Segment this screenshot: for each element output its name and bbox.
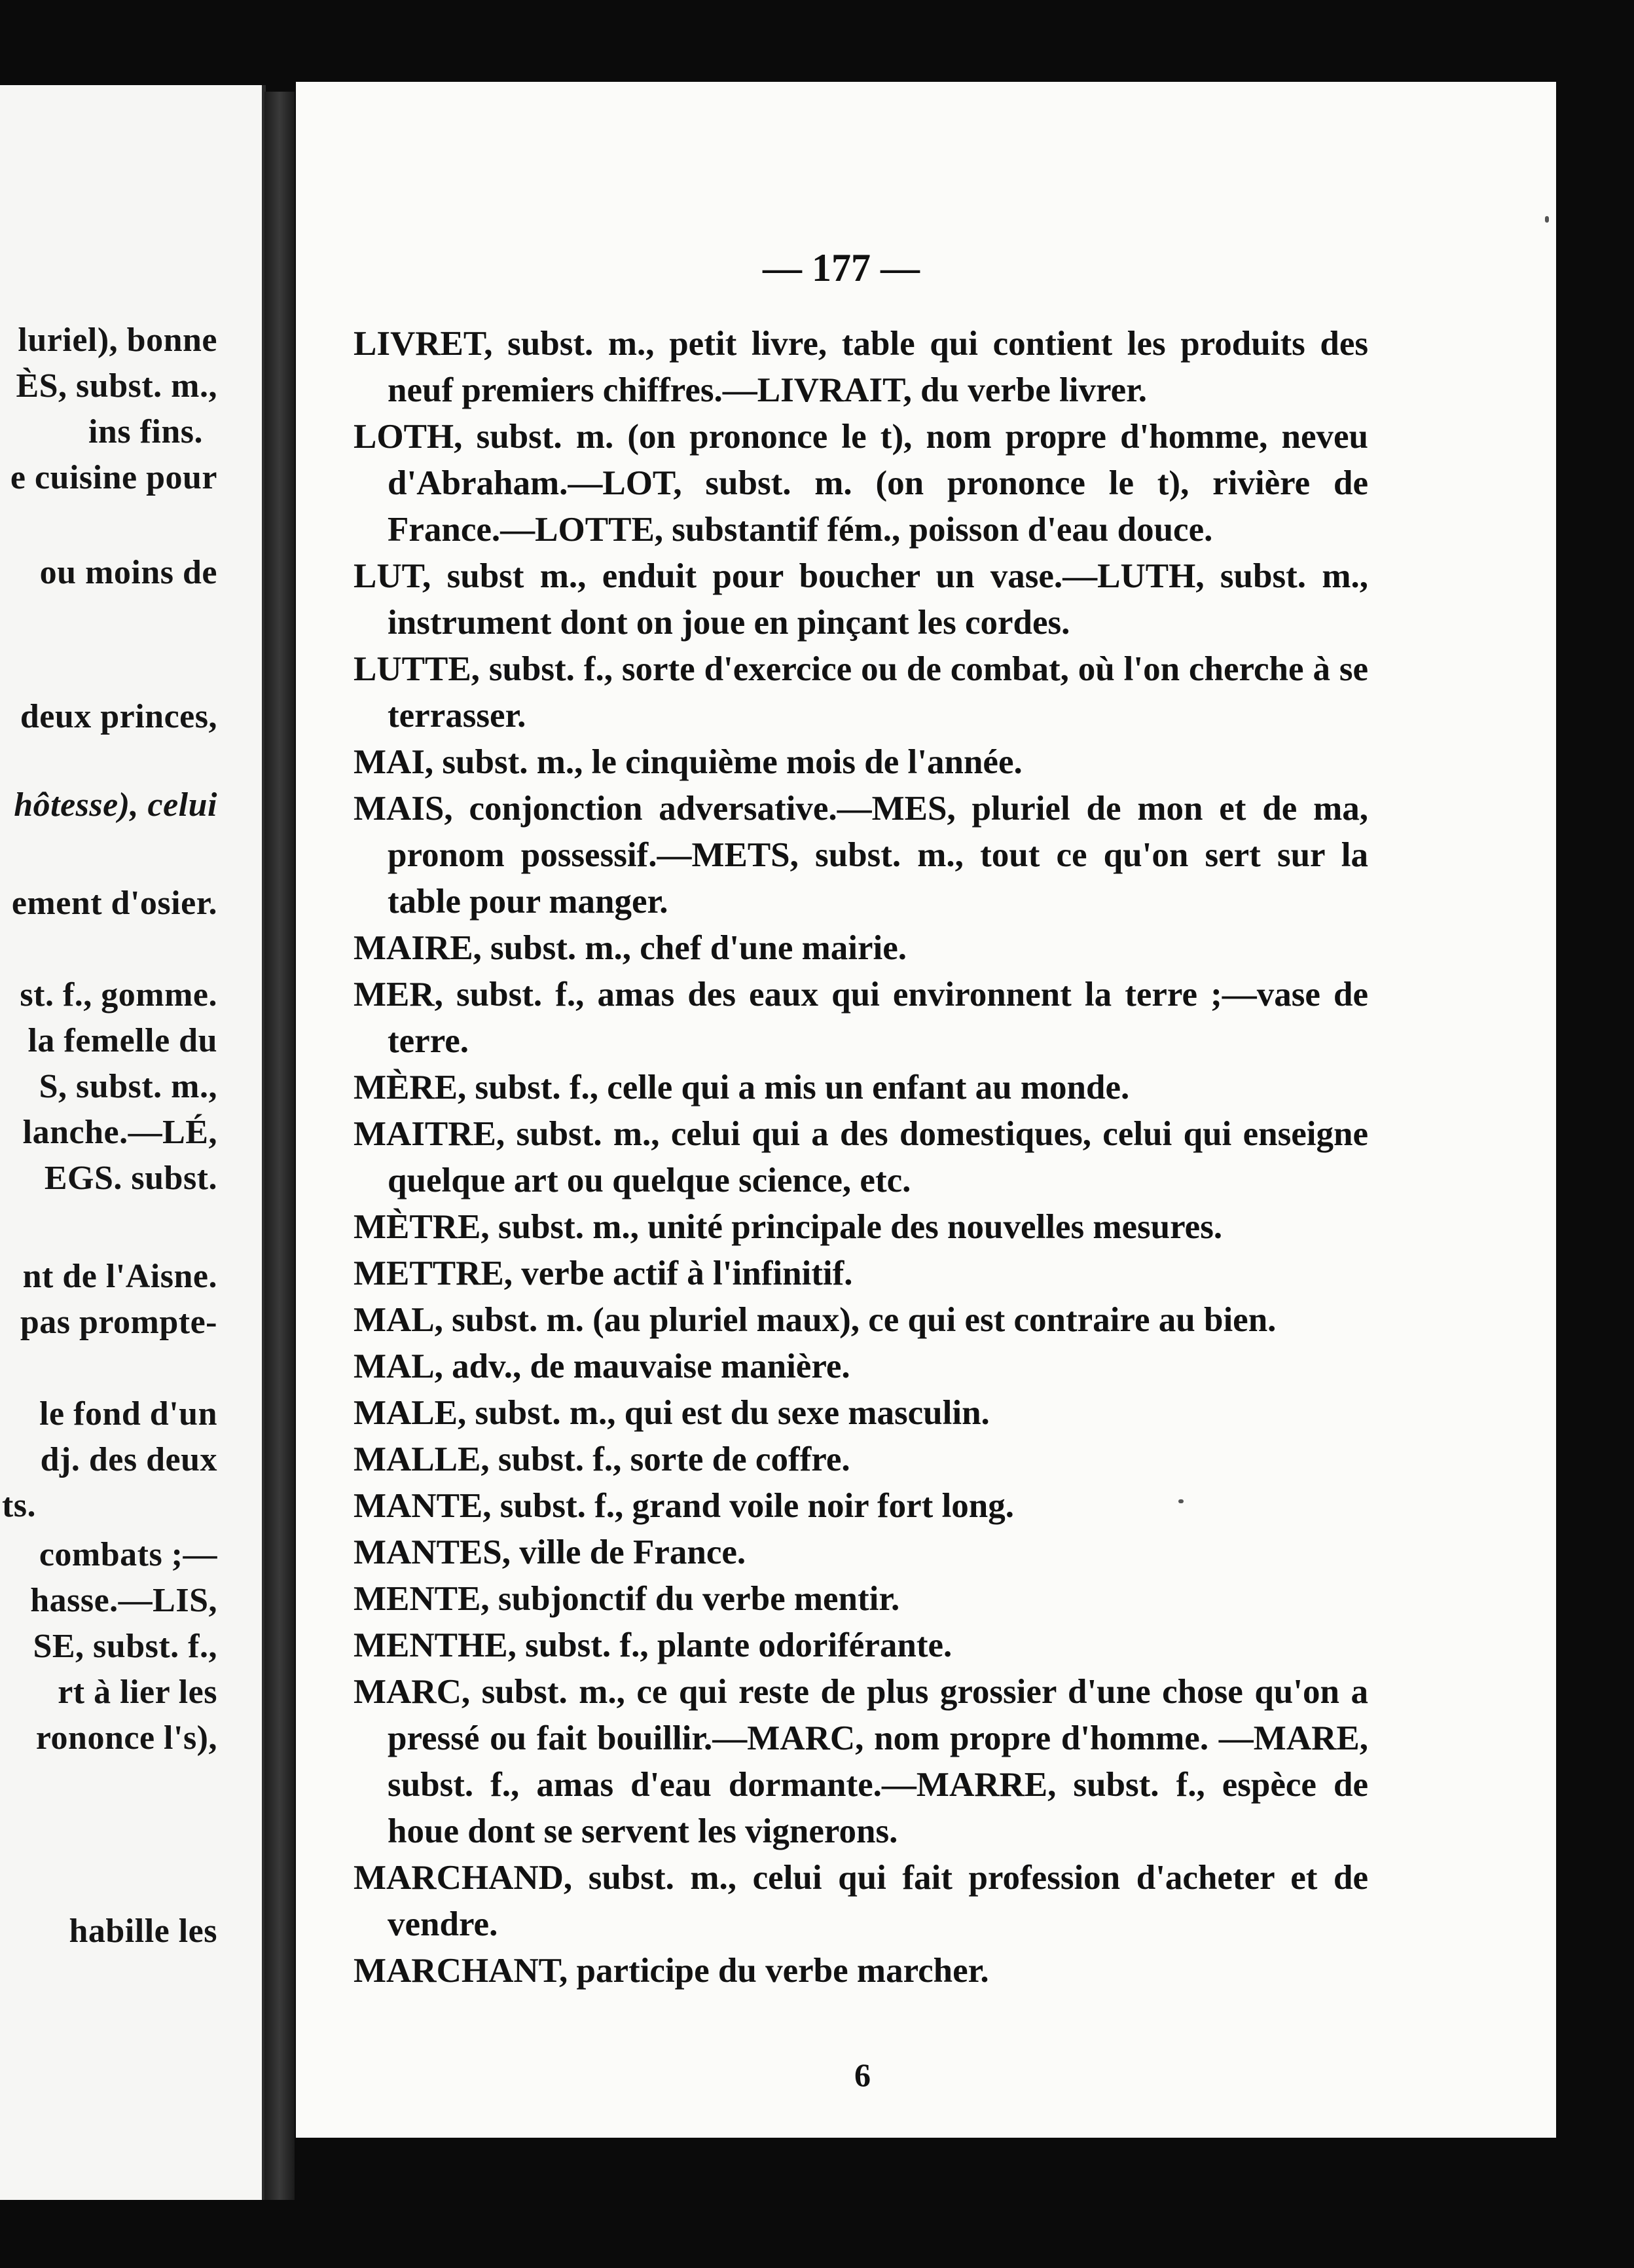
dictionary-entry: MÈRE, subst. f., celle qui a mis un enfant au monde. [354,1069,1130,1107]
left-page-line: ts. [1,1487,36,1524]
left-page-line: nt de l'Aisne. [22,1258,217,1295]
dictionary-entry: MALE, subst. m., qui est du sexe masculin. [354,1394,990,1432]
left-page-line: e cuisine pour [10,459,217,496]
dictionary-entry: MAL, adv., de mauvaise manière. [354,1347,850,1385]
left-page-line: ement d'osier. [11,885,217,922]
left-page-fragment [0,85,266,2200]
dictionary-entry: MARCHAND, subst. m., celui qui fait profession d'acheter et de vendre. [354,1859,1368,1943]
left-page-line: dj. des deux [40,1441,217,1478]
left-page-line: lanche.—LÉ, [22,1114,217,1151]
dictionary-entry: MER, subst. f., amas des eaux qui environnent la terre ;—vase de terre. [354,976,1368,1060]
left-page-line: ou moins de [39,554,217,591]
paper-speck [1178,1499,1184,1503]
dictionary-entry: MARC, subst. m., ce qui reste de plus grossier d'une chose qu'on a pressé ou fait bouillir.—MARC, nom propre d'homme. —MARE, subst. f., amas d'eau dormante.—MARRE, subst. f., espèce de houe dont se servent les vignerons. [354,1673,1368,1850]
left-page-line: EGS. subst. [44,1160,217,1197]
left-page-line: st. f., gomme. [20,976,217,1014]
left-page-line: deux princes, [20,698,217,735]
left-page-line: ÈS, subst. m., [16,367,217,405]
signature-mark: 6 [854,2057,871,2093]
left-page-line: ins fins. [88,413,203,450]
left-page-line: le fond d'un [39,1395,217,1433]
dictionary-entry: MENTHE, subst. f., plante odoriférante. [354,1626,953,1664]
dictionary-entries [354,321,1368,1994]
dictionary-entry: MALLE, subst. f., sorte de coffre. [354,1440,850,1478]
dictionary-entry: MAITRE, subst. m., celui qui a des domestiques, celui qui enseigne quelque art ou quelque science, etc. [354,1115,1368,1199]
dictionary-entry: METTRE, verbe actif à l'infinitif. [354,1254,853,1292]
paper-speck [1545,216,1549,223]
book-gutter [264,92,295,2200]
left-page-line: rt à lier les [58,1674,217,1711]
page-number: — 177 — [763,246,920,289]
left-page-line: rononce l's), [35,1719,217,1757]
dictionary-entry: LUTTE, subst. f., sorte d'exercice ou de combat, où l'on cherche à se terrasser. [354,650,1368,735]
dictionary-entry: MANTE, subst. f., grand voile noir fort long. [354,1487,1015,1525]
dictionary-entry: MANTES, ville de France. [354,1533,746,1571]
left-page-line: habille les [69,1912,217,1950]
dictionary-entry: MAI, subst. m., le cinquième mois de l'année. [354,743,1023,781]
dictionary-entry: LUT, subst m., enduit pour boucher un vase.—LUTH, subst. m., instrument dont on joue en pinçant les cordes. [354,557,1368,642]
left-page-line: luriel), bonne [18,321,217,359]
dictionary-entry: MARCHANT, participe du verbe marcher. [354,1952,989,1990]
left-page-line: la femelle du [27,1022,217,1059]
dictionary-entry: MENTE, subjonctif du verbe mentir. [354,1580,900,1618]
dictionary-entry: LOTH, subst. m. (on prononce le t), nom propre d'homme, neveu d'Abraham.—LOT, subst. m. (on prononce le t), rivière de France.—LOTTE, substantif fém., poisson d'eau douce. [354,418,1368,549]
left-page-line: hôtesse), celui [14,786,217,824]
left-page-line: SE, subst. f., [33,1628,217,1665]
dictionary-entry: LIVRET, subst. m., petit livre, table qui contient les produits des neuf premiers chiffres.—LIVRAIT, du verbe livrer. [354,325,1368,409]
dictionary-entry: MAIS, conjonction adversative.—MES, pluriel de mon et de ma, pronom possessif.—METS, subst. m., tout ce qu'on sert sur la table pour manger. [354,790,1368,921]
left-page-line: S, subst. m., [39,1068,217,1105]
dictionary-entry: MÈTRE, subst. m., unité principale des nouvelles mesures. [354,1208,1223,1246]
left-page-line: combats ;— [39,1536,217,1573]
dictionary-entry: MAIRE, subst. m., chef d'une mairie. [354,929,907,967]
dictionary-entry: MAL, subst. m. (au pluriel maux), ce qui est contraire au bien. [354,1301,1277,1339]
left-page-line: pas prompte- [20,1304,217,1341]
left-page-line: hasse.—LIS, [30,1582,217,1619]
